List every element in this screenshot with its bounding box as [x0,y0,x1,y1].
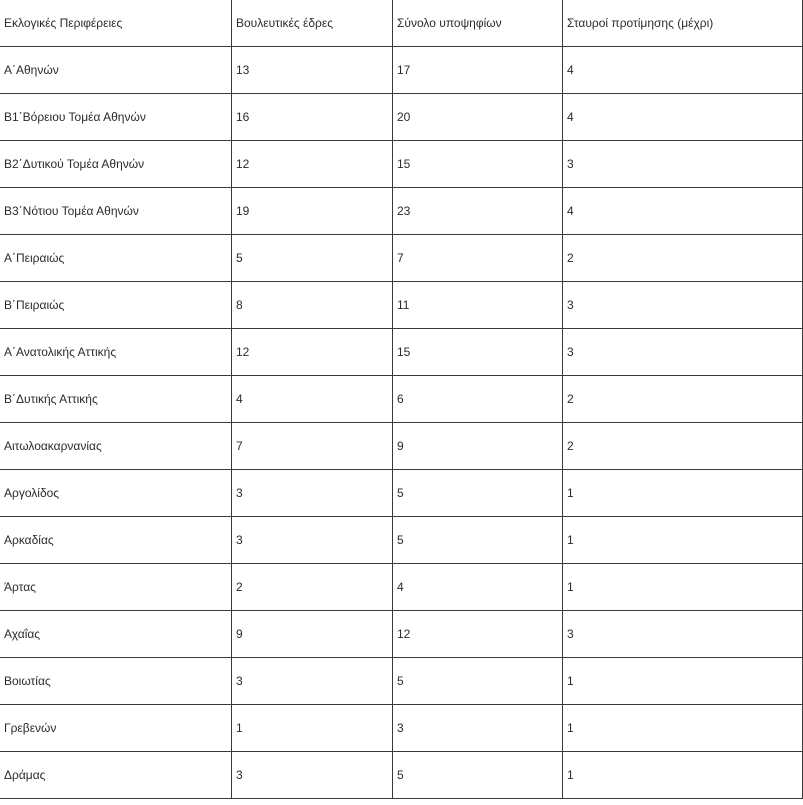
candidates-cell: 5 [393,752,563,799]
seats-cell: 13 [232,47,393,94]
seats-cell: 1 [232,705,393,752]
district-cell: Β΄Δυτικής Αττικής [0,376,232,423]
district-cell: Αρκαδίας [0,517,232,564]
seats-cell: 3 [232,470,393,517]
candidates-cell: 7 [393,235,563,282]
seats-cell: 4 [232,376,393,423]
preference-votes-cell: 1 [563,470,803,517]
table-header-row [0,0,803,47]
district-cell: Β3΄Νότιου Τομέα Αθηνών [0,188,232,235]
district-cell: Δράμας [0,752,232,799]
district-cell: Β2΄Δυτικού Τομέα Αθηνών [0,141,232,188]
table-row [0,658,803,705]
preference-votes-cell: 4 [563,47,803,94]
candidates-cell: 6 [393,376,563,423]
candidates-cell: 12 [393,611,563,658]
header-cell-candidates: Σύνολο υποψηφίων [393,0,563,47]
preference-votes-cell: 1 [563,752,803,799]
candidates-cell: 17 [393,47,563,94]
candidates-cell: 15 [393,141,563,188]
preference-votes-cell: 2 [563,376,803,423]
district-cell: Άρτας [0,564,232,611]
district-cell: Β΄Πειραιώς [0,282,232,329]
preference-votes-cell: 1 [563,658,803,705]
preference-votes-cell: 1 [563,705,803,752]
table-row [0,611,803,658]
preference-votes-cell: 3 [563,282,803,329]
district-cell: Α΄Πειραιώς [0,235,232,282]
candidates-cell: 11 [393,282,563,329]
seats-cell: 12 [232,141,393,188]
header-cell-preference-votes: Σταυροί προτίμησης (μέχρι) [563,0,803,47]
header-cell-seats: Βουλευτικές έδρες [232,0,393,47]
table-row [0,329,803,376]
table-row [0,705,803,752]
preference-votes-cell: 1 [563,564,803,611]
table-row [0,141,803,188]
district-cell: Α΄Αθηνών [0,47,232,94]
district-cell: Βοιωτίας [0,658,232,705]
candidates-cell: 23 [393,188,563,235]
preference-votes-cell: 3 [563,329,803,376]
seats-cell: 3 [232,658,393,705]
candidates-cell: 3 [393,705,563,752]
preference-votes-cell: 4 [563,188,803,235]
seats-cell: 19 [232,188,393,235]
preference-votes-cell: 3 [563,611,803,658]
district-cell: Αιτωλοακαρνανίας [0,423,232,470]
table-row [0,235,803,282]
table-row [0,94,803,141]
seats-cell: 9 [232,611,393,658]
table-row [0,376,803,423]
seats-cell: 2 [232,564,393,611]
seats-cell: 5 [232,235,393,282]
seats-cell: 12 [232,329,393,376]
candidates-cell: 20 [393,94,563,141]
candidates-cell: 5 [393,470,563,517]
header-cell-district: Εκλογικές Περιφέρειες [0,0,232,47]
district-cell: Α΄Ανατολικής Αττικής [0,329,232,376]
seats-cell: 16 [232,94,393,141]
district-cell: Αργολίδος [0,470,232,517]
table-row [0,564,803,611]
preference-votes-cell: 2 [563,423,803,470]
table-row [0,282,803,329]
seats-cell: 3 [232,517,393,564]
table-row [0,188,803,235]
preference-votes-cell: 1 [563,517,803,564]
table-row [0,470,803,517]
district-cell: Αχαΐας [0,611,232,658]
district-cell: Β1΄Βόρειου Τομέα Αθηνών [0,94,232,141]
candidates-cell: 9 [393,423,563,470]
seats-cell: 3 [232,752,393,799]
table-row [0,752,803,799]
preference-votes-cell: 3 [563,141,803,188]
district-cell: Γρεβενών [0,705,232,752]
preference-votes-cell: 2 [563,235,803,282]
candidates-cell: 5 [393,658,563,705]
preference-votes-cell: 4 [563,94,803,141]
table-row [0,517,803,564]
candidates-cell: 4 [393,564,563,611]
table-row [0,47,803,94]
seats-cell: 8 [232,282,393,329]
seats-cell: 7 [232,423,393,470]
candidates-cell: 15 [393,329,563,376]
candidates-cell: 5 [393,517,563,564]
table-row [0,423,803,470]
